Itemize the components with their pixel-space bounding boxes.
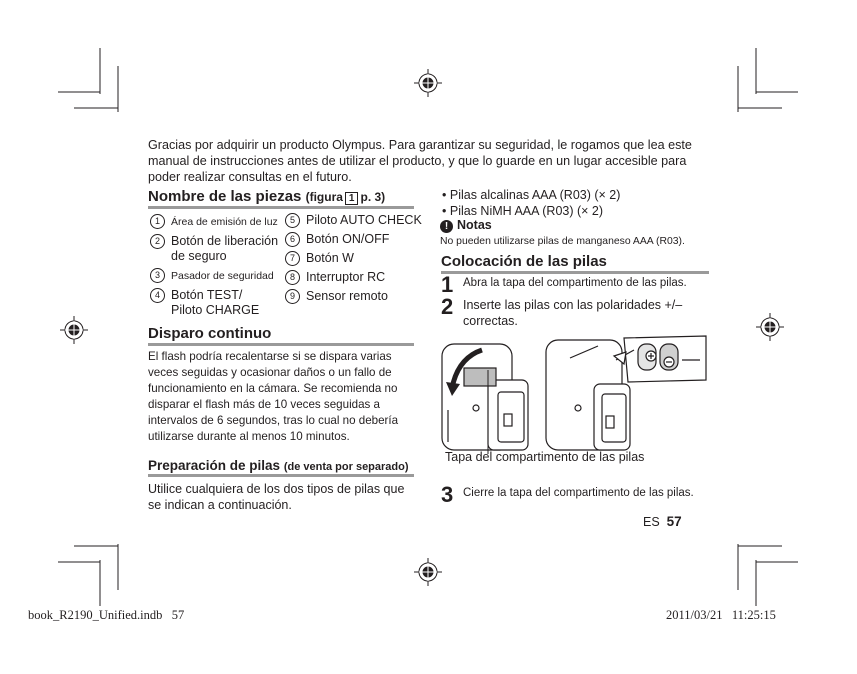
placement-steps [441,272,711,329]
part-item: 3 Pasador de seguridad [150,268,285,284]
registration-mark-left [60,316,88,344]
page-num-value: 57 [666,514,682,529]
part-item: 6 Botón ON/OFF [285,232,425,247]
part-item: 4 Botón TEST/ Piloto CHARGE [150,288,285,318]
page-number [643,514,682,529]
parts-list-left [150,214,285,318]
battery-cover-callout: Tapa del compartimento de las pilas [445,450,645,464]
notes-heading: ! Notas [440,218,492,233]
registration-mark-right [756,313,784,341]
footer-file: book_R2190_Unified.indb 57 [28,608,185,622]
registration-mark-bottom [414,558,442,586]
continuous-text: El flash podría recalentarse si se dispara varias veces seguidas y ocasionar daños o un fallo de funcionamiento en la cámara. Se recomienda no disparar el flash más de 10 veces seguidas a intervalos de 6 segundos, tras lo cual no debería utilizarse durante al menos 10 minutos. [148,350,399,443]
battery-prep-heading: Preparación de pilas (de venta por separado) [148,458,414,477]
notes-text: No pueden utilizarse pilas de manganeso AAA (R03). [440,236,685,247]
part-item: 2 Botón de liberación de seguro [150,234,285,264]
part-item: 9 Sensor remoto [285,289,425,304]
parts-figure-ref: (figura 1 p. 3) [305,190,386,204]
step-3: 3 Cierre la tapa del compartimento de las pilas. [441,482,694,507]
footer-datetime: 2011/03/21 11:25:15 [666,608,776,622]
list-item: • Pilas alcalinas AAA (R03) (× 2) [442,188,621,202]
step-1: 1 Abra la tapa del compartimento de las pilas. [441,272,687,297]
warning-icon: ! [440,220,453,233]
part-item: 5 Piloto AUTO CHECK [285,213,425,228]
page-lang: ES [643,515,660,529]
battery-types-list [442,187,712,219]
part-item: 1 Área de emisión de luz [150,214,285,230]
parts-heading [148,188,414,209]
step-2: 2 Inserte las pilas con las polaridades +/– correctas. [441,294,683,328]
parts-heading-title: Nombre de las piezas [148,188,302,205]
part-item: 8 Interruptor RC [285,270,425,285]
battery-prep-text: Utilice cualquiera de los dos tipos de pilas que se indican a continuación. [148,482,405,512]
battery-illustration [438,330,713,455]
part-item: 7 Botón W [285,251,425,266]
registration-mark-top [414,69,442,97]
parts-list-right [285,213,425,304]
figure-number-box: 1 [345,192,359,205]
intro-paragraph: Gracias por adquirir un producto Olympus. Para garantizar su seguridad, le rogamos que lea este manual de instrucciones antes de utilizar el producto, y que lo guarde en un lugar accesible para poder realizar consultas en el futuro. [148,138,692,184]
list-item: • Pilas NiMH AAA (R03) (× 2) [442,204,604,218]
continuous-heading: Disparo continuo [148,325,414,346]
placement-heading: Colocación de las pilas [441,253,709,274]
